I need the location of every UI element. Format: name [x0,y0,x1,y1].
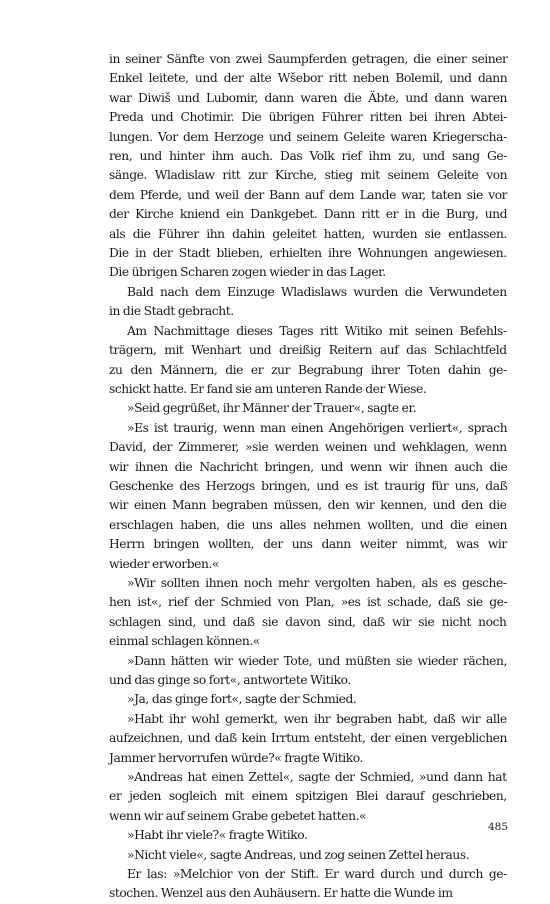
text-line: schickt hatte. Er fand sie am unteren Rande der Wiese. [109,381,427,396]
text-line: Geschenke des Herzogs bringen, und es ist traurig für uns, daß [109,478,508,493]
paragraph [109,283,507,322]
text-line: als die Führer ihn dahin geleitet hatten, wurden sie entlassen. [109,226,507,241]
text-line: »Andreas hat einen Zettel«, sagte der Schmied, »und dann hat [127,770,507,785]
paragraph [109,574,507,652]
paragraph [109,710,507,768]
text-line: schlagen sind, und daß sie davon sind, daß wir sie nicht noch [109,614,507,629]
text-line: und das ginge so fort«, antwortete Witiko. [109,673,351,687]
text-line: einmal schlagen können.« [109,634,260,649]
text-line: stochen. Wenzel aus den Auhäusern. Er hatte die Wunde im [109,886,453,901]
paragraph [109,846,507,865]
text-line: trägern, mit Wenhart und dreißig Reitern auf das Schlachtfeld [109,343,507,358]
text-line: Die in der Stadt blieben, erhielten ihre Wohnungen angewiesen. [109,246,507,261]
text-line: Enkel leitete, und der alte Wšebor ritt neben Bolemil, und dann [109,71,508,86]
text-line: er jeden sogleich mit einem spitzigen Blei darauf geschrieben, [109,789,507,804]
text-line: »Wir sollten ihnen noch mehr vergolten haben, als es gesche- [127,575,507,590]
text-line: in die Stadt gebracht. [109,304,234,319]
text-line: Preda und Chotimir. Die übrigen Führer ritten bei ihren Abtei- [109,110,507,125]
paragraph [109,322,507,400]
text-line: »Ja, das ginge fort«, sagte der Schmied. [127,692,357,707]
text-line: »Nicht viele«, sagte Andreas, und zog seinen Zettel heraus. [127,847,470,862]
paragraph [109,50,507,283]
text-line: ren, und hinter ihm auch. Das Volk rief ihm zu, und sang Ge- [109,149,507,164]
text-line: wir ihnen die Nachricht bringen, und wenn wir ihnen auch die [109,459,508,474]
text-line: hen ist«, rief der Schmied von Plan, »es ist schade, daß sie ge- [109,595,508,610]
paragraph [109,826,507,845]
text-line: aufzeichnen, und daß kein Irrtum entsteht, der einen vergeblichen [109,731,507,746]
text-line: »Habt ihr viele?« fragte Witiko. [127,828,308,843]
text-line: in seiner Sänfte von zwei Saumpferden getragen, die einer seiner [109,52,508,66]
paragraph [109,419,507,574]
text-line: erschlagen haben, die uns alles nehmen wollten, und die einen [109,517,508,532]
paragraph [109,652,507,691]
text-line: wir einen Mann begraben müssen, den wir kennen, und den die [109,498,507,513]
text-line: Bald nach dem Einzuge Wladislaws wurden die Verwundeten [127,284,507,299]
text-line: zu den Männern, die er zur Begrabung ihrer Toten dahin ge- [109,362,507,377]
paragraph [109,690,507,709]
body-text [109,50,507,904]
text-line: »Habt ihr wohl gemerkt, wen ihr begraben habt, daß wir alle [127,711,507,726]
text-line: »Seid gegrüßet, ihr Männer der Trauer«, sagte er. [127,401,417,416]
text-line: »Es ist traurig, wenn man einen Angehörigen verliert«, sprach [127,420,508,435]
paragraph [109,768,507,826]
text-line: Jammer hervorrufen würde?« fragte Witiko. [109,750,363,765]
paragraph [109,399,507,418]
page-number: 485 [487,821,508,833]
text-line: Herrn bringen wollten, der uns dann weiter nimmt, was wir [109,537,507,552]
text-line: Am Nachmittage dieses Tages ritt Witiko mit seinen Befehls- [127,323,507,338]
text-line: wenn wir auf seinem Grabe gebetet hatten.« [109,808,367,823]
paragraph [109,865,507,904]
text-line: »Dann hätten wir wieder Tote, und müßten sie wieder rächen, [127,653,507,668]
text-line: wieder erworben.« [109,556,219,571]
text-line: David, der Zimmerer, »sie werden weinen und wehklagen, wenn [109,440,507,455]
text-line: lungen. Vor dem Herzoge und seinem Geleite waren Kriegerscha- [109,129,507,144]
text-line: Er las: »Melchior von der Stift. Er ward durch und durch ge- [127,867,507,882]
text-line: Die übrigen Scharen zogen wieder in das Lager. [109,265,386,280]
text-line: dem Pferde, und weil der Bann auf dem Lande war, taten sie vor [109,187,508,202]
text-line: war Diwiš und Lubomir, dann waren die Äbte, und dann waren [109,90,508,105]
text-line: sänge. Wladislaw ritt zur Kirche, stieg mit seinem Geleite von [109,168,508,183]
text-line: der Kirche kniend ein Dankgebet. Dann ritt er in die Burg, und [109,207,508,222]
